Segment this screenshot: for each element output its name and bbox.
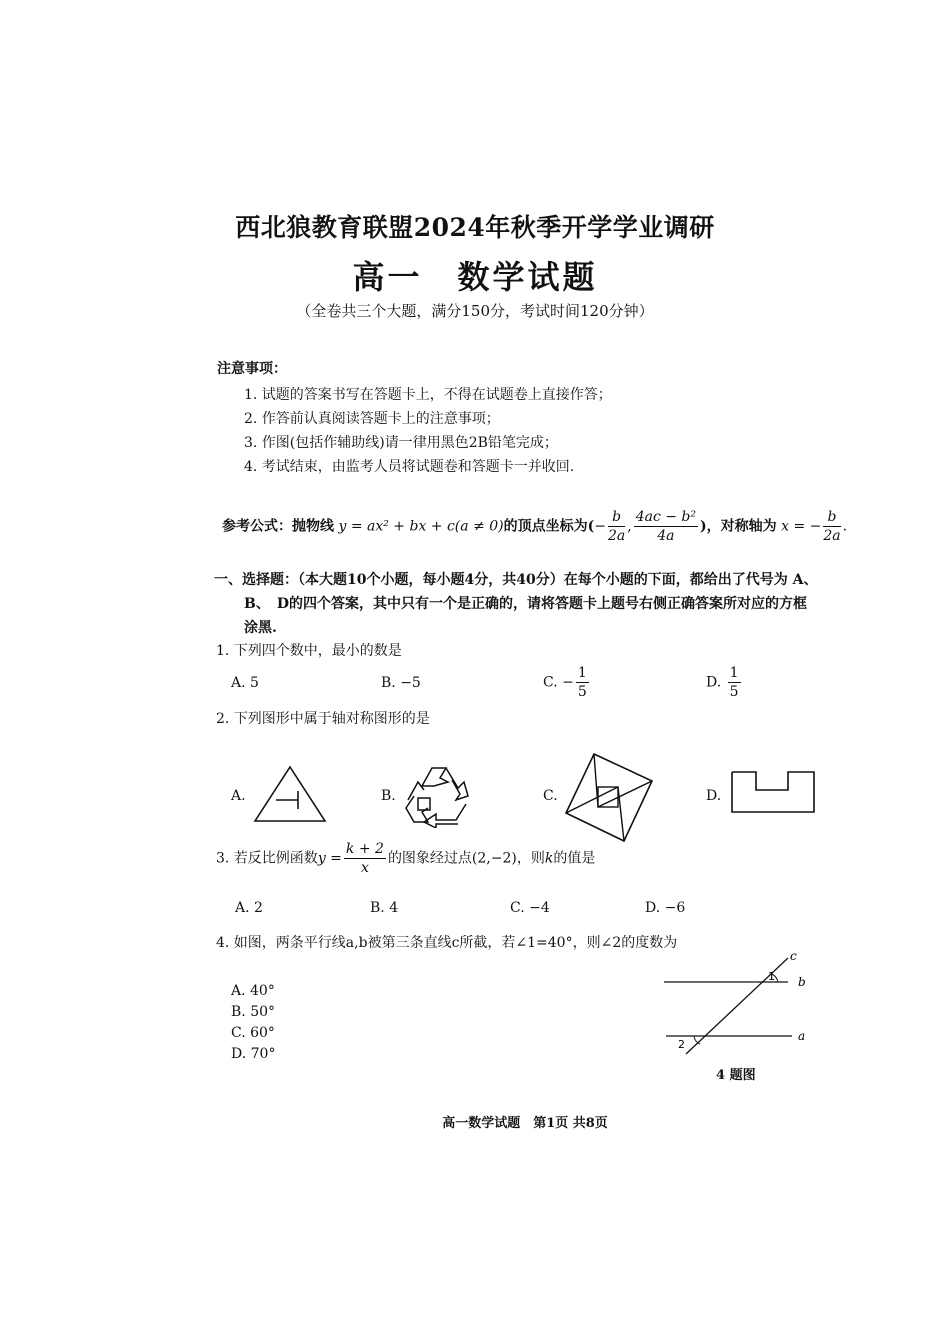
section-line: B、 D的四个答案，其中只有一个是正确的，请将答题卡上题号右侧正确答案所对应的方框	[244, 596, 807, 612]
line-label-b: b	[798, 975, 806, 989]
q1-option-d: D. $\frac{1}{5}$	[706, 665, 739, 700]
triangle-figure	[252, 764, 328, 824]
section-heading	[214, 568, 844, 640]
formula-text: 的顶点坐标为(	[503, 518, 595, 535]
angle-label-1: 1	[768, 970, 775, 983]
exam-title: 西北狼教育联盟2024年秋季开学学业调研	[235, 213, 715, 242]
exam-info: （全卷共三个大题，满分150分，考试时间120分钟）	[296, 302, 654, 320]
fraction: $\frac{1}{5}$	[577, 665, 587, 700]
page-footer: 高一数学试题 第1页 共8页	[442, 1116, 608, 1131]
formula-expression: y = ax² + bx + c(a ≠ 0)	[338, 518, 504, 535]
q4-option-d: D. 70°	[231, 1046, 276, 1062]
note-item: 2. 作答前认真阅读答题卡上的注意事项；	[244, 411, 500, 427]
section-line: 涂黑.	[244, 620, 277, 636]
q4-option-a: A. 40°	[231, 983, 275, 999]
q1-option-c: C. − $\frac{1}{5}$	[543, 665, 587, 700]
fraction: $\frac{\text{4ac − b²}}{4a}$	[635, 509, 697, 544]
fraction: $\frac{b}{2a}$	[823, 509, 841, 544]
formula-text: )，对称轴为	[700, 518, 777, 535]
note-item: 4. 考试结束，由监考人员将试题卷和答题卡一并收回.	[244, 459, 575, 475]
question-4-stem: 4. 如图，两条平行线a,b被第三条直线c所截，若∠1=40°，则∠2的度数为	[216, 935, 678, 951]
recycle-figure	[400, 756, 478, 828]
fraction: $\frac{k + 2}{x}$	[345, 841, 384, 876]
square-pinwheel-figure	[562, 751, 656, 845]
q2-option-a: A.	[231, 788, 246, 804]
q1-option-b: B. −5	[381, 675, 421, 691]
q2-option-b: B.	[381, 788, 396, 804]
line-label-a: a	[798, 1029, 806, 1043]
note-item: 1. 试题的答案书写在答题卡上，不得在试题卷上直接作答；	[244, 387, 612, 403]
exam-subtitle: 高一 数学试题	[352, 258, 598, 296]
q3-option-d: D. −6	[645, 900, 686, 916]
axis-expression: x = −	[781, 518, 822, 535]
note-item: 3. 作图(包括作辅助线)请一律用黑色2B铅笔完成；	[244, 435, 558, 451]
q3-option-a: A. 2	[235, 900, 263, 916]
q2-option-d: D.	[706, 788, 722, 804]
q3-option-c: C. −4	[510, 900, 550, 916]
q3-option-b: B. 4	[370, 900, 399, 916]
fraction: $\frac{b}{2a}$	[607, 509, 626, 544]
question-3-stem: 3. 若反比例函数y = $\frac{k + 2}{x}$ 的图象经过点(2,−2)，则k的值是	[216, 841, 596, 876]
formula-text: 抛物线	[292, 518, 334, 535]
fraction: $\frac{1}{5}$	[729, 665, 739, 700]
angle-label-2: 2	[678, 1038, 685, 1051]
question-2-stem: 2. 下列图形中属于轴对称图形的是	[216, 711, 430, 727]
parallel-lines-figure	[660, 948, 810, 1060]
section-line: 一、选择题：（本大题10个小题，每小题4分，共40分）在每个小题的下面，都给出了代号为 A、	[214, 572, 818, 588]
question-1-stem: 1. 下列四个数中，最小的数是	[216, 643, 402, 659]
reference-formula: 参考公式：抛物线 y = ax² + bx + c(a ≠ 0)的顶点坐标为(− $\frac{b}{2a}$ , $\frac{\text{4ac − b²}}{4a}$ )，对称轴为 x = − $\frac{b}{2a}$ .	[222, 509, 848, 544]
q1-option-a: A. 5	[231, 675, 259, 691]
figure-caption: 4 题图	[716, 1068, 756, 1083]
notes-heading: 注意事项：	[217, 361, 287, 377]
notched-rectangle-figure	[730, 770, 816, 814]
q2-option-c: C.	[543, 788, 558, 804]
q4-option-b: B. 50°	[231, 1004, 276, 1020]
formula-label: 参考公式：	[222, 518, 292, 535]
q4-option-c: C. 60°	[231, 1025, 275, 1041]
line-label-c: c	[790, 949, 797, 963]
